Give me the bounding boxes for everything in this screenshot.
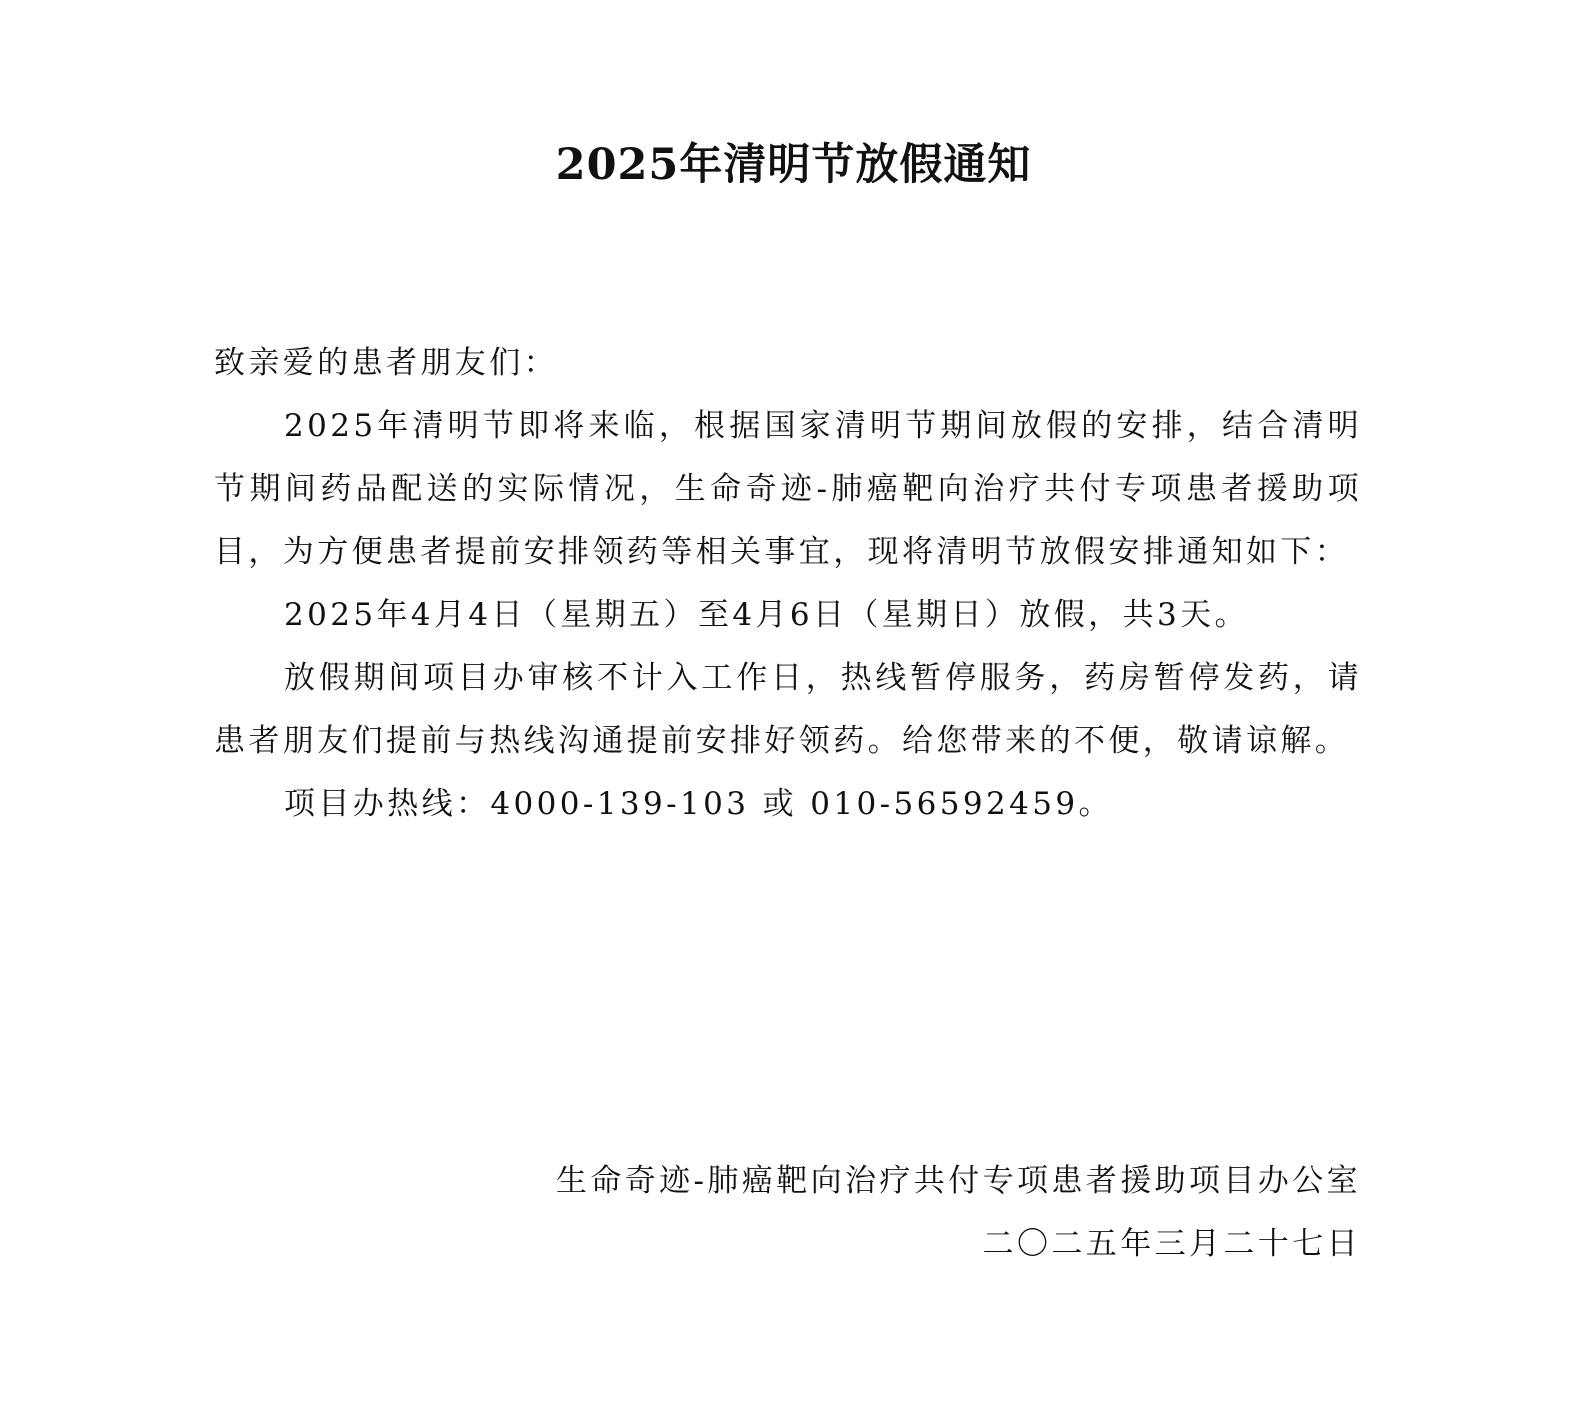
greeting: 致亲爱的患者朋友们：: [214, 345, 558, 381]
paragraph-hotline: 项目办热线：4000-139-103 或 010-56592459。: [284, 786, 1113, 822]
signature-organization: 生命奇迹-肺癌靶向治疗共付专项患者援助项目办公室: [555, 1163, 1361, 1199]
signature-date: 二〇二五年三月二十七日: [982, 1226, 1361, 1262]
paragraph-intro: 2025年清明节即将来临，根据国家清明节期间放假的安排，结合清明节期间药品配送的实际情况，生命奇迹-肺癌靶向治疗共付专项患者援助项目，为方便患者提前安排领药等相关事宜，现将清明节放假安排通知如下：: [214, 408, 1362, 570]
signature-block: [556, 1150, 1361, 1276]
paragraph-service-suspension: 放假期间项目办审核不计入工作日，热线暂停服务，药房暂停发药，请患者朋友们提前与热线沟通提前安排好领药。给您带来的不便，敬请谅解。: [214, 660, 1362, 759]
notice-body: [214, 332, 1362, 836]
notice-title: 2025年清明节放假通知: [555, 140, 1032, 190]
paragraph-holiday-dates: 2025年4月4日（星期五）至4月6日（星期日）放假，共3天。: [284, 597, 1249, 633]
